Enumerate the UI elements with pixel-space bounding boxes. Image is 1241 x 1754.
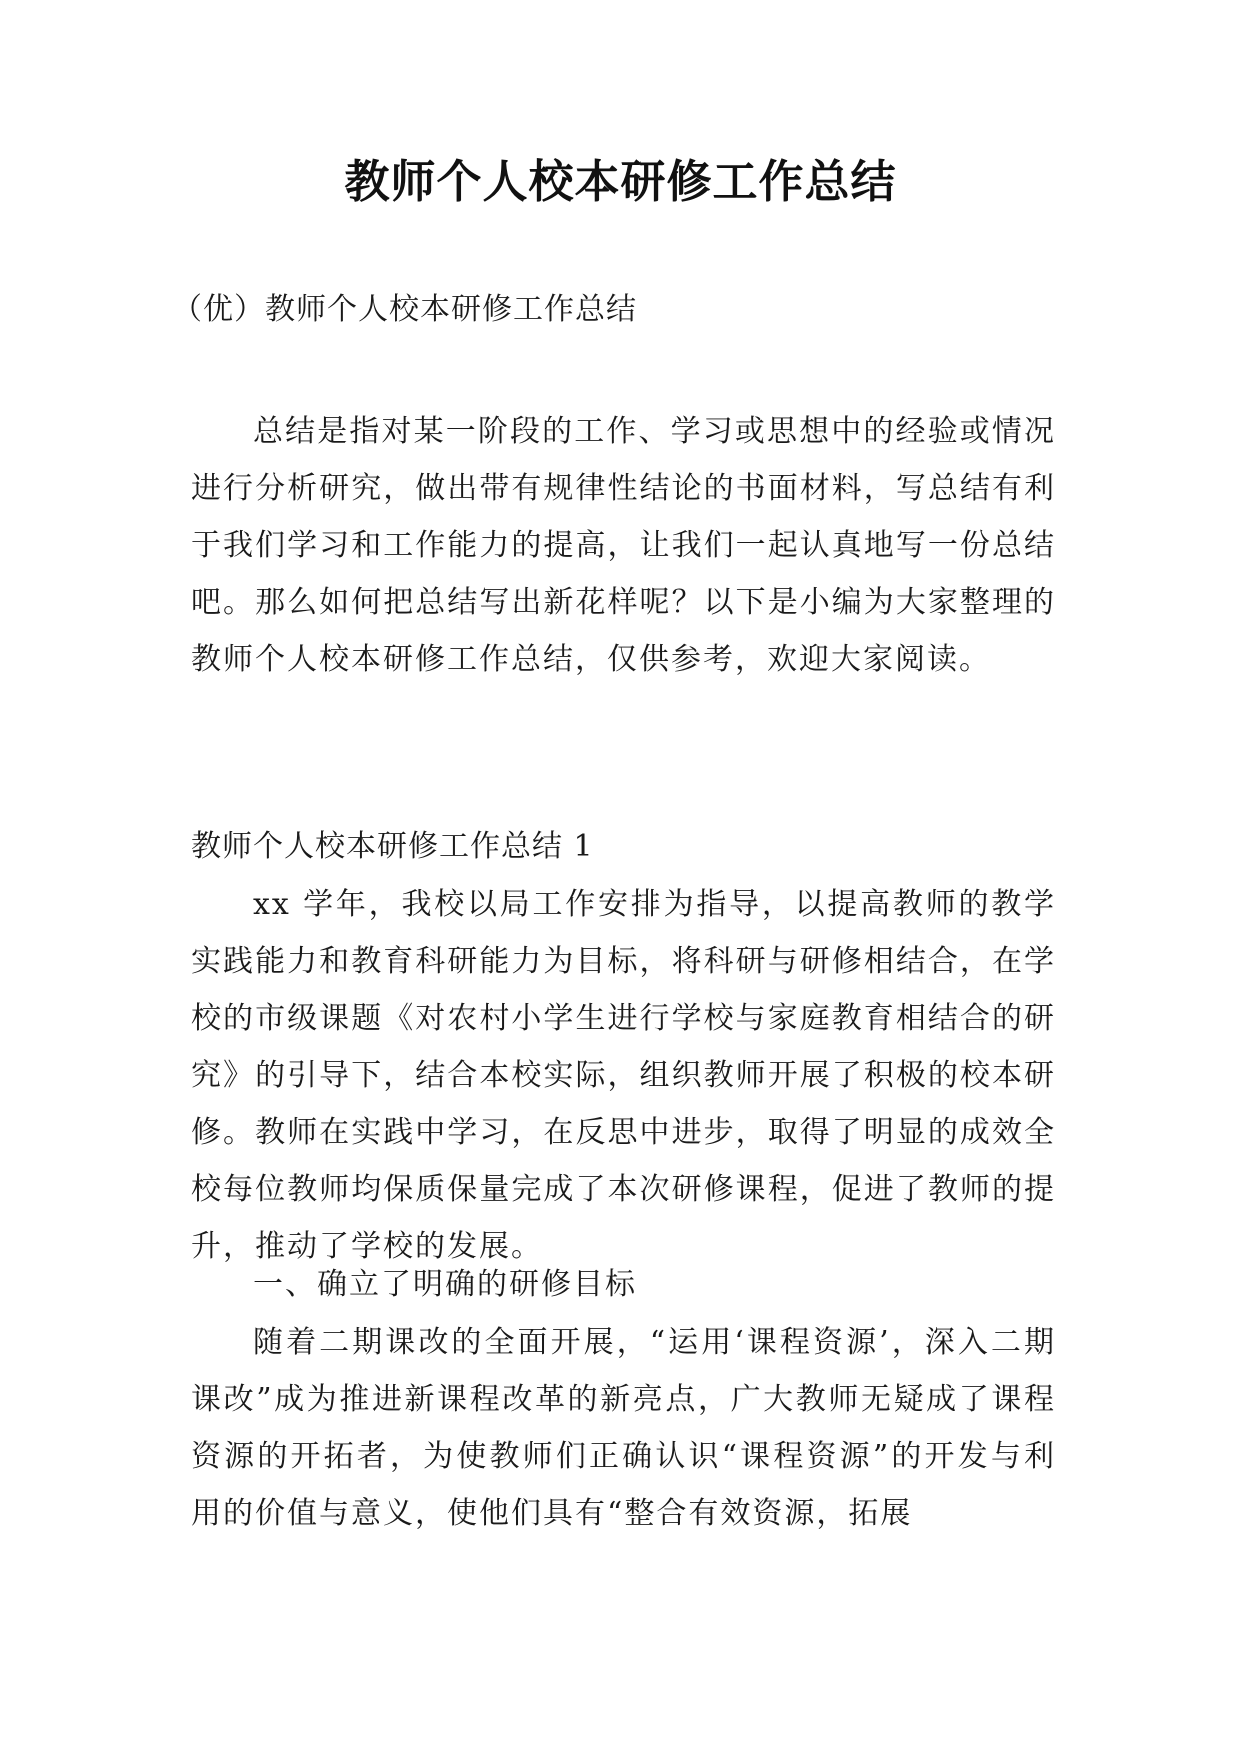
body-paragraph: xx 学年，我校以局工作安排为指导，以提高教师的教学实践能力和教育科研能力为目标，将科研与研修相结合，在学校的市级课题《对农村小学生进行学校与家庭教育相结合的研究》的引导下，结合本校实际，组织教师开展了积极的校本研修。教师在实践中学习，在反思中进步，取得了明显的成效全校每位教师均保质保量完成了本次研修课程，促进了教师的提升，推动了学校的发展。 bbox=[191, 887, 1056, 1264]
section-title: 教师个人校本研修工作总结 1 bbox=[191, 829, 594, 864]
document-title: 教师个人校本研修工作总结 bbox=[344, 155, 897, 208]
body-paragraph-2: 随着二期课改的全面开展，“运用‘课程资源’，深入二期课改”成为推进新课程改革的新亮点，广大教师无疑成了课程资源的开拓者，为使教师们正确认识“课程资源”的开发与利用的价值与意义，使他们具有“整合有效资源，拓展 bbox=[191, 1325, 1056, 1531]
subsection-heading: 一、确立了明确的研修目标 bbox=[253, 1267, 637, 1302]
document-subtitle: （优）教师个人校本研修工作总结 bbox=[172, 292, 637, 327]
intro-paragraph: 总结是指对某一阶段的工作、学习或思想中的经验或情况进行分析研究，做出带有规律性结论的书面材料，写总结有利于我们学习和工作能力的提高，让我们一起认真地写一份总结吧。那么如何把总结写出新花样呢？以下是小编为大家整理的教师个人校本研修工作总结，仅供参考，欢迎大家阅读。 bbox=[191, 414, 1056, 677]
